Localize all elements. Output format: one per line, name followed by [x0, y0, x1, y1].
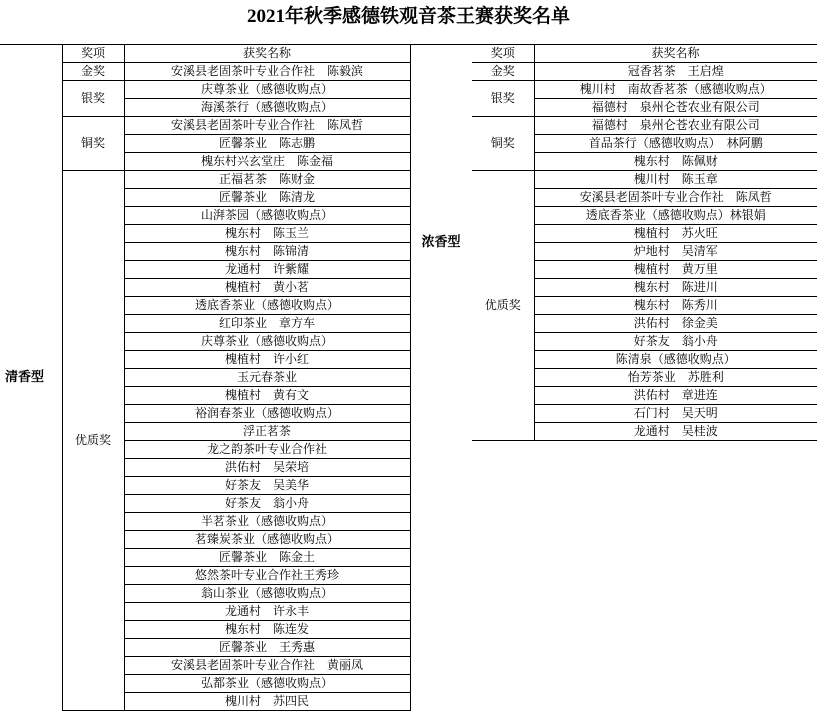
winner-name: 红印茶业 章方车: [124, 315, 410, 333]
winner-name: 翁山茶业（感德收购点）: [124, 585, 410, 603]
winner-name: 龙之韵茶叶专业合作社: [124, 441, 410, 459]
winner-name: 槐东村兴玄堂庄 陈金福: [124, 153, 410, 171]
winner-name: 匠馨茶业 陈金土: [124, 549, 410, 567]
winner-name: 龙通村 许永丰: [124, 603, 410, 621]
header-row: [410, 45, 817, 63]
category-label: 浓香型: [410, 45, 472, 441]
winner-name: 匠馨茶业 王秀惠: [124, 639, 410, 657]
award-level: 优质奖: [472, 171, 534, 441]
winner-name: 玉元春茶业: [124, 369, 410, 387]
nongxiang-award-table: [410, 44, 817, 441]
award-level: 银奖: [62, 81, 124, 117]
winner-name: 半茗茶业（感德收购点）: [124, 513, 410, 531]
winner-name: 槐植村 黄万里: [534, 261, 817, 279]
winner-name: 安溪县老固茶叶专业合作社 陈毅滨: [124, 63, 410, 81]
header-row: [0, 45, 410, 63]
winner-name: 福德村 泉州仑苍农业有限公司: [534, 99, 817, 117]
winner-name: 首品茶行（感德收购点） 林阿鹏: [534, 135, 817, 153]
winner-name: 龙通村 许紫耀: [124, 261, 410, 279]
winner-name: 槐植村 黄小茗: [124, 279, 410, 297]
column-header-award: 奖项: [62, 45, 124, 63]
award-level: 优质奖: [62, 171, 124, 711]
winner-name: 安溪县老固茶叶专业合作社 陈凤哲: [124, 117, 410, 135]
table-row: [0, 117, 410, 135]
award-level: 铜奖: [472, 117, 534, 171]
table-row: [0, 171, 410, 189]
column-header-name: 获奖名称: [534, 45, 817, 63]
table-row: [410, 117, 817, 135]
award-level: 银奖: [472, 81, 534, 117]
winner-name: 冠香茗茶 王启煌: [534, 63, 817, 81]
winner-name: 槐植村 苏火旺: [534, 225, 817, 243]
winner-name: 裕润春茶业（感德收购点）: [124, 405, 410, 423]
winner-name: 槐东村 陈锦清: [124, 243, 410, 261]
winner-name: 陈清泉（感德收购点）: [534, 351, 817, 369]
winner-name: 槐川村 陈玉章: [534, 171, 817, 189]
winner-name: 槐东村 陈连发: [124, 621, 410, 639]
winner-name: 匠馨茶业 陈清龙: [124, 189, 410, 207]
winner-name: 透底香茶业（感德收购点）林银娟: [534, 207, 817, 225]
qingxiang-award-table: [0, 44, 411, 711]
winner-name: 洪佑村 章进连: [534, 387, 817, 405]
winner-name: 槐植村 黄有文: [124, 387, 410, 405]
winner-name: 茗臻炭茶业（感德收购点）: [124, 531, 410, 549]
column-header-award: 奖项: [472, 45, 534, 63]
winner-name: 槐植村 许小红: [124, 351, 410, 369]
column-header-name: 获奖名称: [124, 45, 410, 63]
winner-name: 洪佑村 徐金美: [534, 315, 817, 333]
winner-name: 庆尊茶业（感德收购点）: [124, 81, 410, 99]
winner-name: 炉地村 吴清军: [534, 243, 817, 261]
winner-name: 石门村 吴天明: [534, 405, 817, 423]
table-row: [0, 81, 410, 99]
winner-name: 海溪茶行（感德收购点）: [124, 99, 410, 117]
winner-name: 浮正茗茶: [124, 423, 410, 441]
winner-name: 槐东村 陈进川: [534, 279, 817, 297]
award-level: 金奖: [62, 63, 124, 81]
winner-name: 怡芳茶业 苏胜利: [534, 369, 817, 387]
table-row: [410, 171, 817, 189]
winner-name: 槐东村 陈玉兰: [124, 225, 410, 243]
table-row: [0, 63, 410, 81]
winner-name: 槐东村 陈佩财: [534, 153, 817, 171]
winner-name: 透底香茶业（感德收购点）: [124, 297, 410, 315]
winner-name: 龙通村 吴桂波: [534, 423, 817, 441]
winner-name: 正福茗茶 陈财金: [124, 171, 410, 189]
winner-name: 槐川村 南故香茗茶（感德收购点）: [534, 81, 817, 99]
winner-name: 洪佑村 吴荣培: [124, 459, 410, 477]
winner-name: 槐东村 陈秀川: [534, 297, 817, 315]
award-level: 铜奖: [62, 117, 124, 171]
winner-name: 弘都茶业（感德收购点）: [124, 675, 410, 693]
winner-name: 庆尊茶业（感德收购点）: [124, 333, 410, 351]
winner-name: 安溪县老固茶叶专业合作社 陈凤哲: [534, 189, 817, 207]
table-row: [410, 63, 817, 81]
category-label: 清香型: [0, 45, 62, 711]
winner-name: 好茶友 翁小舟: [124, 495, 410, 513]
table-row: [410, 81, 817, 99]
winner-name: 悠然茶叶专业合作社王秀珍: [124, 567, 410, 585]
winner-name: 福德村 泉州仑苍农业有限公司: [534, 117, 817, 135]
winner-name: 山湃茶园（感德收购点）: [124, 207, 410, 225]
winner-name: 安溪县老固茶叶专业合作社 黄丽凤: [124, 657, 410, 675]
document-title: 2021年秋季感德铁观音茶王赛获奖名单: [246, 6, 570, 27]
winner-name: 好茶友 吴美华: [124, 477, 410, 495]
winner-name: 好茶友 翁小舟: [534, 333, 817, 351]
winner-name: 槐川村 苏四民: [124, 693, 410, 711]
award-level: 金奖: [472, 63, 534, 81]
winner-name: 匠馨茶业 陈志鹏: [124, 135, 410, 153]
